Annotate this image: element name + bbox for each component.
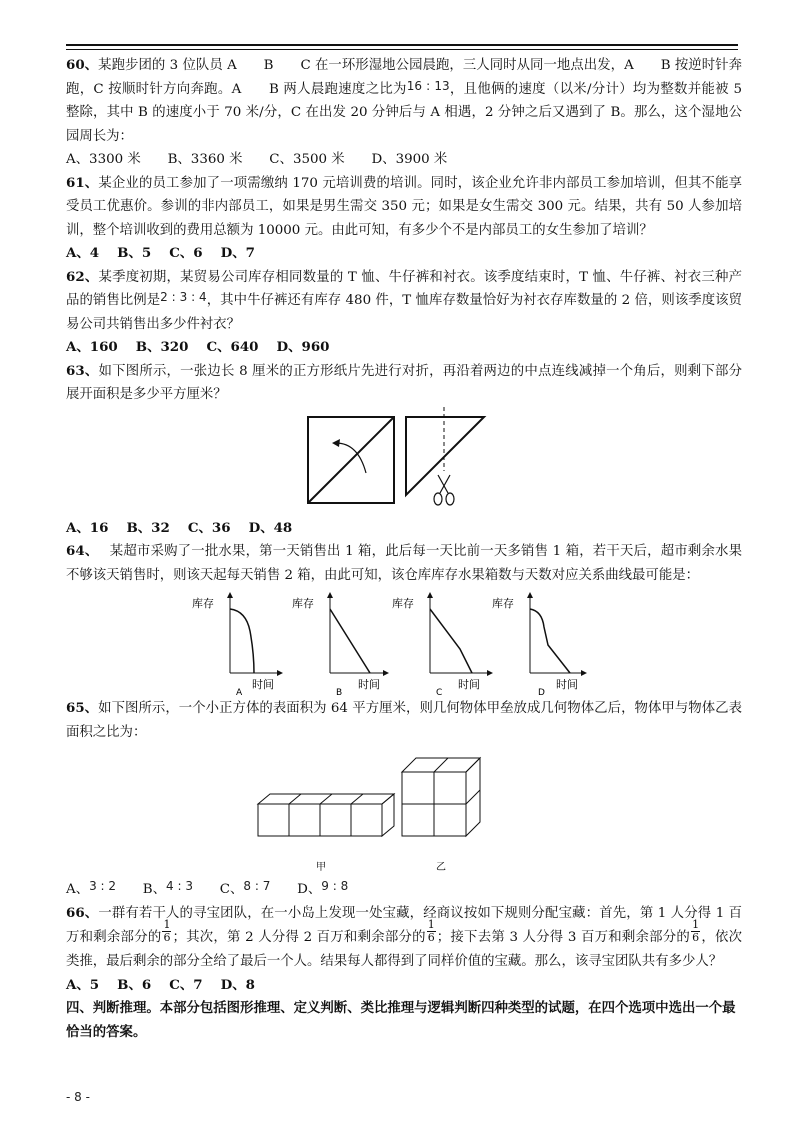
question-number: 60、: [66, 57, 99, 73]
paper-fold-figure: [304, 407, 504, 517]
page-content: [66, 54, 742, 1044]
question-number: 61、: [66, 174, 99, 191]
section-4-heading: 四、判断推理。本部分包括图形推理、定义判断、类比推理与逻辑判断四种类型的试题，在四个选项中选出一个最恰当的答案。: [66, 1000, 736, 1040]
graph-a: [192, 595, 280, 697]
graph-label: B: [336, 688, 343, 697]
question-64: [66, 540, 742, 587]
axis-label-time: 时间: [556, 678, 578, 691]
question-text: 某企业的员工参加了一项需缴纳 170 元培训费的培训。同时，该企业允许非内部员工参加培训，但其不能享受员工优惠价。参训的非内部员工，如果是男生需交 350 元；如果是女生需交 300 元。结果，共有 50 人参加培训，整个培训收到的费用总额为 10000 元。由此可知，有多少个不是内部员工的女生参加了培训？: [66, 175, 742, 238]
graph-c: [392, 595, 490, 697]
question-number: 66、: [66, 904, 99, 921]
graph-d: [492, 595, 584, 697]
scissors-icon: [434, 475, 454, 505]
question-63: [66, 360, 742, 407]
axis-label-stock: 库存: [192, 597, 214, 610]
axis-label-time: 时间: [252, 678, 274, 691]
question-65: [66, 697, 742, 744]
axis-label-time: 时间: [358, 678, 380, 691]
object-yi-label: 乙: [436, 862, 446, 873]
question-number: 63、: [66, 362, 99, 379]
question-text: 某季度初期，某贸易公司库存相同数量的 T 恤、牛仔裤和衬衣。该季度结束时，T 恤、牛仔裤、衬衣三种产品的销售比例是: [66, 269, 742, 308]
question-62: [66, 266, 742, 337]
question-60-options: A、3300 米 B、3360 米 C、3500 米 D、3900 米: [66, 152, 448, 167]
speed-ratio: 16 : 13: [406, 78, 450, 93]
cube-figure: [254, 744, 554, 878]
question-text-cont: ，且他俩的速度（以米/分计）均为整数并能被 5 整除，其中 B 的速度小于 70 米/分，C 在出发 20 分钟后与 A 相遇，2 分钟之后又遇到了 B。那么，这个湿地公园周长为：: [66, 81, 742, 144]
graph-b: [292, 595, 386, 697]
option-d-ratio: 9 : 8: [321, 879, 349, 893]
question-61: [66, 172, 742, 243]
question-text: 某跑步团的 3 位队员 A B C 在一环形湿地公园晨跑，三人同时从同一地点出发，A B 按逆时针奔跑，C 按顺时针方向奔跑。A B 两人晨跑速度之比为: [66, 58, 742, 97]
question-number: 62、: [66, 268, 99, 285]
axis-label-stock: 库存: [392, 597, 414, 610]
fraction-one-sixth: $\frac{1}{6}$: [427, 918, 435, 944]
question-number: 64、: [66, 543, 92, 559]
axis-label-time: 时间: [458, 678, 480, 691]
option-a-ratio: 3 : 2: [89, 879, 117, 893]
question-text-cont: ；接下去第 3 人分得 3 百万和剩余部分的: [436, 930, 691, 945]
axis-label-stock: 库存: [292, 597, 314, 610]
option-b-ratio: 4 : 3: [166, 879, 193, 893]
question-text: 如下图所示，一个小正方体的表面积为 64 平方厘米，则几何物体甲垒放成几何物体乙后，物体甲与物体乙表面积之比为：: [66, 701, 742, 740]
question-63-options: A、16 B、32 C、36 D、48: [66, 519, 293, 536]
object-jia-row-of-cubes: [258, 794, 394, 836]
sales-ratio: 2 : 3 : 4: [160, 290, 207, 304]
question-62-options: A、160 B、320 C、640 D、960: [66, 339, 330, 355]
folded-square-diagram: [308, 417, 394, 503]
axis-label-stock: 库存: [492, 597, 514, 610]
graph-label: D: [538, 688, 545, 697]
header-rule-thick: [66, 44, 738, 46]
question-61-options: A、4 B、5 C、6 D、7: [66, 245, 255, 261]
question-text-end: ，依次类推，最后剩余的部分全给了最后一个人。结果每人都得到了同样价值的宝藏。那么，该寻宝团队共有多少人？: [66, 930, 742, 969]
page-number: - 8 -: [66, 1090, 90, 1104]
graph-label: A: [236, 688, 243, 697]
question-65-options: [66, 878, 742, 902]
object-yi-stacked-cubes: [402, 758, 480, 836]
option-b: B、: [142, 882, 167, 897]
graph-label: C: [436, 688, 443, 697]
option-c: C、: [219, 882, 244, 897]
question-text-cont: ，其中牛仔裤还有库存 480 件，T 恤库存数量恰好为衬衣存库数量的 2 倍，则该季度该贸易公司共销售出多少件衬衣？: [66, 293, 743, 332]
question-66-options: A、5 B、6 C、7 D、8: [66, 976, 255, 993]
object-jia-label: 甲: [316, 862, 326, 873]
question-text-cont: ；其次，第 2 人分得 2 百万和剩余部分的: [172, 930, 426, 945]
header-rule-thin: [66, 49, 738, 50]
cut-triangle-diagram: [406, 407, 484, 495]
fraction-one-sixth: $\frac{1}{6}$: [692, 918, 700, 944]
question-66: [66, 902, 742, 974]
option-a: A、: [66, 882, 90, 897]
question-text: 某超市采购了一批水果，第一天销售出 1 箱，此后每一天比前一天多销售 1 箱，若干天后，超市剩余水果不够该天销售时，则该天起每天销售 2 箱，由此可知，该仓库库存水果箱数与天数对应关系曲线最可能是：: [66, 544, 742, 583]
question-60: [66, 54, 742, 148]
option-c-ratio: 8 : 7: [243, 879, 271, 893]
question-number: 65、: [66, 700, 99, 716]
fraction-one-sixth: $\frac{1}{6}$: [163, 918, 171, 944]
question-text: 一群有若干人的寻宝团队，在一小岛上发现一处宝藏，经商议按如下规则分配宝藏：首先，第 1 人分得 1 百万和剩余部分的: [66, 905, 743, 945]
option-d: D、: [297, 882, 322, 897]
inventory-graphs: [184, 587, 624, 697]
question-text: 如下图所示，一张边长 8 厘米的正方形纸片先进行对折，再沿着两边的中点连线减掉一个角后，则剩下部分展开面积是多少平方厘米？: [66, 363, 743, 402]
